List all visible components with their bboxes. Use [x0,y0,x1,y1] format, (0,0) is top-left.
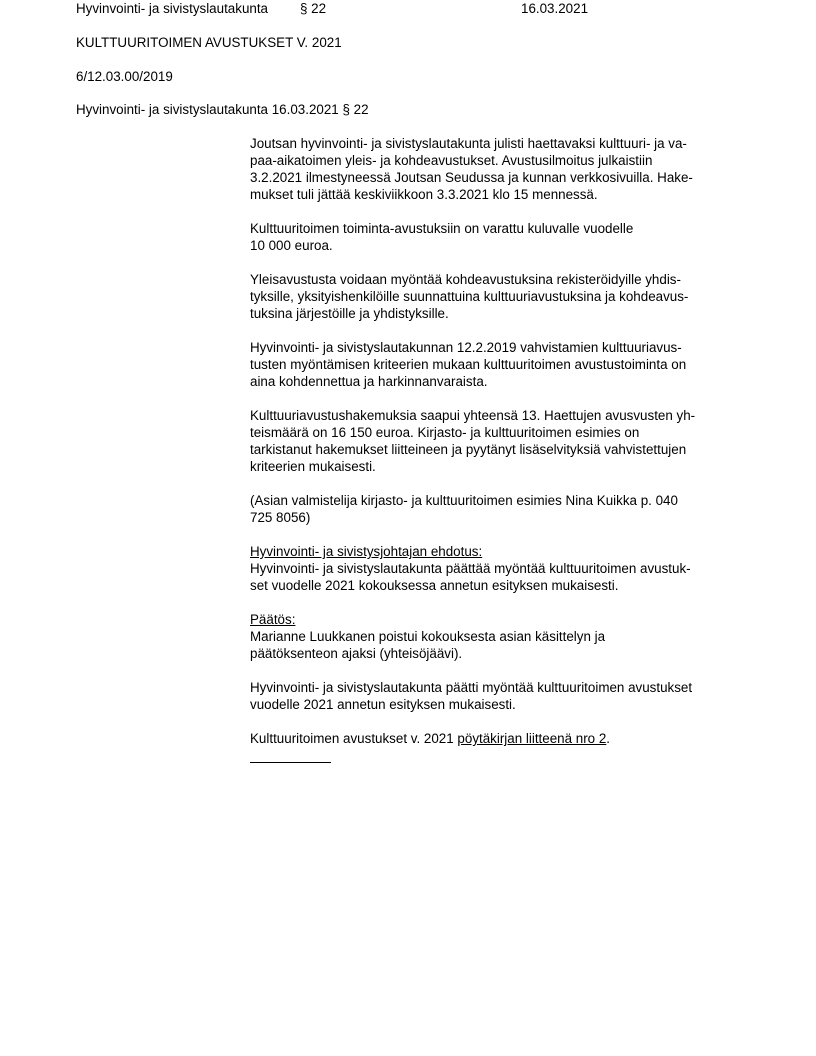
text-line: tusten myöntämisen kriteerien mukaan kulttuuritoimen avustustoiminta on [250,357,687,372]
attachment-link[interactable]: pöytäkirjan liitteenä nro 2 [457,731,607,746]
document-title: KULTTUURITOIMEN AVUSTUKSET V. 2021 [76,35,342,50]
text-line: (Asian valmistelija kirjasto- ja kulttuuritoimen esimies Nina Kuikka p. 040 [250,493,678,508]
paragraph-decision-result [250,679,750,713]
text-line: Yleisavustusta voidaan myöntää kohdeavustuksina rekisteröidyille yhdis- [250,272,681,287]
meeting-reference: Hyvinvointi- ja sivistyslautakunta 16.03.2021 § 22 [76,102,369,117]
text-line: kriteerien mukaisesti. [250,459,376,474]
text-line: 3.2.2021 ilmestyneessä Joutsan Seudussa ja kunnan verkkosivuilla. Hake- [250,170,693,185]
decision-heading: Päätös: [250,612,296,627]
text-line: 725 8056) [250,510,311,525]
text-line: vuodelle 2021 annetun esityksen mukaisesti. [250,697,516,712]
paragraph-attachment [250,730,750,747]
end-separator-line [250,762,331,763]
text-line: Marianne Luukkanen poistui kokouksesta asian käsittelyn ja [250,629,606,644]
text-line: paa-aikatoimen yleis- ja kohdeavustukset. Avustusilmoitus julkaistiin [250,153,653,168]
paragraph-proposal [250,543,750,594]
text-line: aina kohdennettua ja harkinnanvaraista. [250,374,488,389]
text-line: Joutsan hyvinvointi- ja sivistyslautakunta julisti haettavaksi kulttuuri- ja va- [250,136,687,151]
document-reference: 6/12.03.00/2019 [76,69,173,84]
text-line: Kulttuuritoimen toiminta-avustuksiin on varattu kuluvalle vuodelle [250,221,634,236]
paragraph-general-grants [250,271,750,322]
text-line: 10 000 euroa. [250,238,333,253]
text-line: tuksina järjestöille ja yhdistyksille. [250,306,449,321]
document-body [250,135,750,763]
paragraph-decision [250,611,750,662]
paragraph-announcement [250,135,750,203]
text-line: Hyvinvointi- ja sivistyslautakunta päättää myöntää kulttuuritoimen avustuk- [250,561,691,576]
text-line: set vuodelle 2021 kokouksessa annetun esityksen mukaisesti. [250,578,619,593]
attachment-prefix: Kulttuuritoimen avustukset v. 2021 [250,731,458,746]
attachment-line [250,730,750,747]
text-line: mukset tuli jättää keskiviikkoon 3.3.2021 klo 15 mennessä. [250,187,598,202]
text-line: tyksille, yksityishenkilöille suunnattuina kulttuuriavustuksina ja kohdeavus- [250,289,689,304]
paragraph-applications [250,407,750,475]
paragraph-preparer [250,492,750,526]
text-line: Kulttuuriavustushakemuksia saapui yhteensä 13. Haettujen avusvusten yh- [250,408,696,423]
proposal-heading: Hyvinvointi- ja sivistysjohtajan ehdotus: [250,544,483,559]
paragraph-criteria [250,339,750,390]
header-section: § 22 [300,1,327,16]
header-org: Hyvinvointi- ja sivistyslautakunta [76,1,269,16]
text-line: tarkistanut hakemukset liitteineen ja pyytänyt lisäselvityksiä vahvistettujen [250,442,687,457]
text-line: Hyvinvointi- ja sivistyslautakunta päätti myöntää kulttuuritoimen avustukset [250,680,693,695]
header-date: 16.03.2021 [521,1,589,16]
text-line: päätöksenteon ajaksi (yhteisöjäävi). [250,646,463,661]
text-line: Hyvinvointi- ja sivistyslautakunnan 12.2.2019 vahvistamien kulttuuriavus- [250,340,682,355]
attachment-suffix: . [606,731,611,746]
text-line: teismäärä on 16 150 euroa. Kirjasto- ja kulttuuritoimen esimies on [250,425,640,440]
paragraph-budget [250,220,750,254]
